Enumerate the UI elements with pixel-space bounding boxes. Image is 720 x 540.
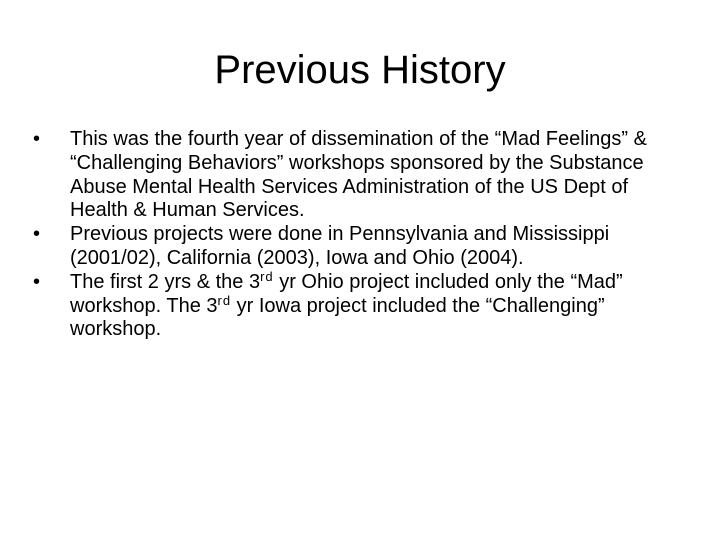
ordinal-superscript: rd: [260, 268, 274, 284]
bullet-marker-icon: •: [33, 128, 41, 150]
bullet-text-part: yr Iowa project included the “Challenging” workshop.: [70, 294, 605, 341]
bullet-list: [30, 128, 690, 342]
bullet-marker-icon: •: [33, 223, 41, 246]
slide-title: Previous History: [214, 48, 506, 92]
bullet-item-1: [30, 128, 690, 223]
bullet-item-3: [30, 268, 690, 342]
bullet-marker-icon: •: [33, 270, 41, 293]
bullet-item-2: [30, 223, 690, 271]
ordinal-superscript: rd: [217, 292, 232, 308]
bullet-text: Previous projects were done in Pennsylvania and Mississippi (2001/02), California (2003), Iowa and Ohio (2004).: [70, 223, 610, 269]
bullet-text: This was the fourth year of dissemination of the “Mad Feelings” & “Challenging Behaviors” workshops sponsored by the Substance Abuse Mental Health Services Administration of the US Dept of Health & Human Services.: [70, 128, 647, 222]
bullet-text-part: The first 2 yrs & the 3: [70, 270, 261, 293]
bullet-text-part: yr Ohio project included only the “Mad” workshop. The 3: [70, 270, 623, 317]
